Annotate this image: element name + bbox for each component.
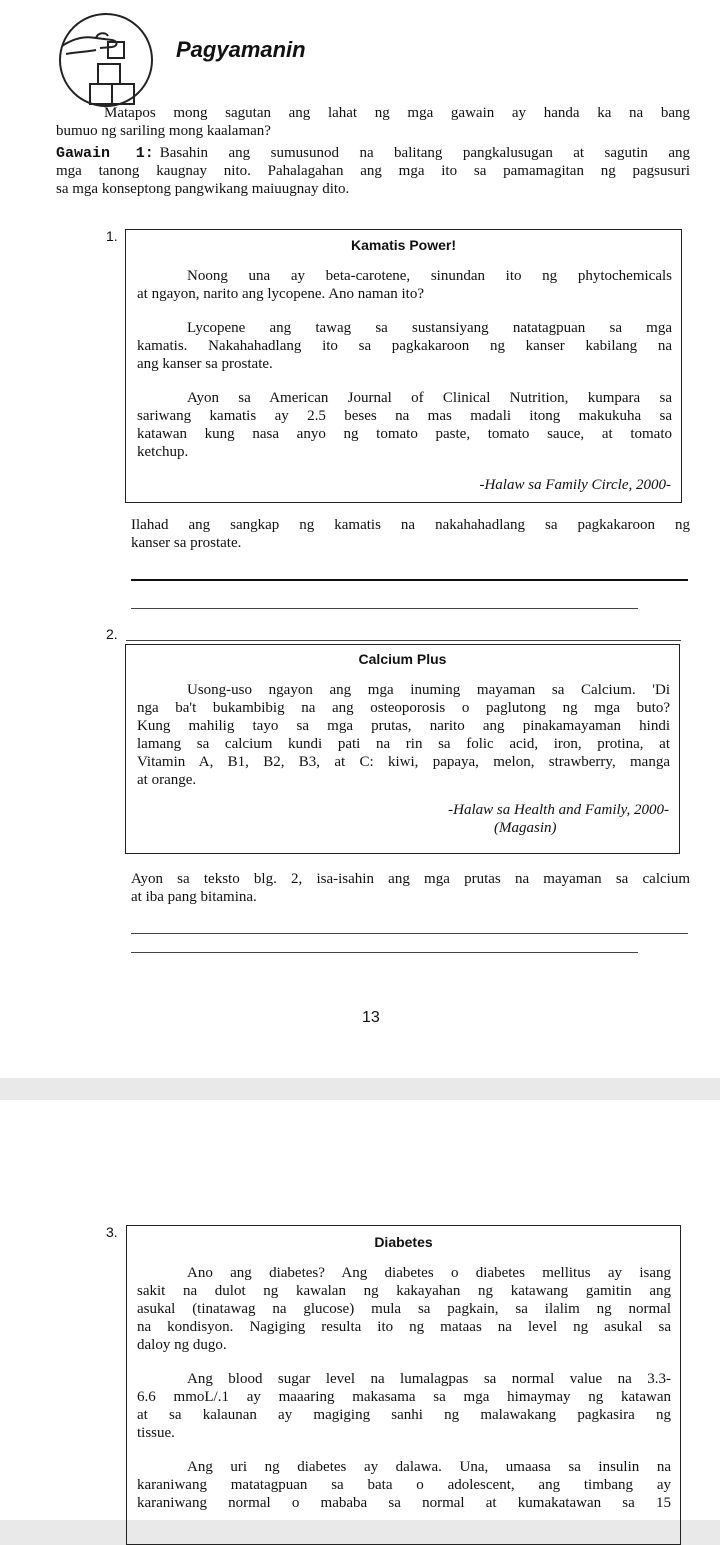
article-paragraph: lamang sa calcium kundi pati na rin sa folic acid, iron, protina, at (137, 736, 670, 752)
answer-line-1a (131, 579, 688, 581)
article-paragraph: kamatis. Nakahahadlang ito sa pagkakaroon ng kanser kabilang na (137, 338, 672, 354)
article-paragraph: ketchup. (137, 444, 189, 460)
article-paragraph: Lycopene ang tawag sa sustansiyang natatagpuan sa mga (187, 320, 672, 336)
article-box-kamatis (125, 229, 682, 503)
article-paragraph: nga ba't bukambibig na ang osteoporosis o paglutong ng mga buto? (137, 700, 670, 716)
article-box-diabetes (126, 1225, 681, 1545)
item-3-number: 3. (106, 1224, 118, 1240)
question-2-line-1: Ayon sa teksto blg. 2, isa-isahin ang mga prutas na mayaman sa calcium (131, 871, 690, 887)
article-title: Kamatis Power! (350, 237, 457, 253)
article-paragraph: na kondisyon. Nagiging resulta ito ng mataas na level ng asukal sa (137, 1319, 671, 1335)
answer-line-2a (131, 933, 688, 934)
article-paragraph: Vitamin A, B1, B2, B3, at C: kiwi, papaya, melon, strawberry, manga (137, 754, 670, 770)
answer-line-2b (131, 952, 638, 953)
article-paragraph: daloy ng dugo. (137, 1337, 227, 1353)
article-paragraph: at orange. (137, 772, 197, 788)
intro-line-2: bumuo ng sariling mong kaalaman? (56, 123, 271, 139)
item-2-number: 2. (106, 626, 118, 642)
gawain-line-3: sa mga konseptong pangwikang maiuugnay dito. (56, 181, 350, 197)
article-paragraph: karaniwang normal o mababa sa normal at kumakatawan sa 15 (137, 1495, 671, 1511)
article-paragraph: Ang blood sugar level na lumalagpas sa normal value na 3.3- (187, 1371, 671, 1387)
article-paragraph: katawan kung nasa anyo ng tomato paste, tomato sauce, at tomato (137, 426, 672, 442)
article-title: Diabetes (374, 1234, 433, 1250)
article-paragraph: Noong una ay beta-carotene, sinundan ito ng phytochemicals (187, 268, 672, 284)
intro-line-1: Matapos mong sagutan ang lahat ng mga gawain ay handa ka na bang (104, 105, 690, 121)
article-paragraph: karaniwang matatagpuan sa bata o adolescent, ang timbang ay (137, 1477, 671, 1493)
gawain-text-1: Basahin ang sumusunod na balitang pangkalusugan at sagutin ang (159, 145, 691, 161)
article-paragraph: ang kanser sa prostate. (137, 356, 273, 372)
article-source-type: (Magasin) (494, 820, 557, 836)
item-1-number: 1. (106, 228, 118, 244)
article-paragraph: at sa kalaunan ay magiging sanhi ng malawakang pagkasira ng (137, 1407, 671, 1423)
article-paragraph: asukal (tinatawag na glucose) mula sa pagkain, sa ilalim ng normal (137, 1301, 671, 1317)
question-1-line-2: kanser sa prostate. (131, 535, 242, 551)
article-paragraph: Ayon sa American Journal of Clinical Nutrition, kumpara sa (187, 390, 672, 406)
page-number: 13 (362, 1009, 380, 1026)
gawain-line-2: mga tanong kaugnay nito. Pahalagahan ang mga ito sa pamamagitan ng pagsusuri (56, 163, 690, 179)
hand-blocks-icon (56, 10, 156, 110)
article-source: -Halaw sa Health and Family, 2000- (448, 802, 669, 818)
document-page-2 (0, 1100, 720, 1520)
article-paragraph: Usong-uso ngayon ang mga inuming mayaman sa Calcium. 'Di (187, 682, 670, 698)
article-paragraph: sariwang kamatis ay 2.5 beses na mas madali itong makukuha sa (137, 408, 672, 424)
article-paragraph: tissue. (137, 1425, 175, 1441)
article-paragraph: Ano ang diabetes? Ang diabetes o diabetes mellitus ay isang (187, 1265, 671, 1281)
answer-line-1b (131, 608, 638, 609)
article-paragraph: Kung mahilig tayo sa mga prutas, narito ang pinakamayaman hindi (137, 718, 670, 734)
item-2-top-line (126, 640, 681, 641)
article-paragraph: sakit na dulot ng kawalan ng kakayahan ng katawang gamitin ang (137, 1283, 671, 1299)
page-title: Pagyamanin (176, 37, 306, 62)
article-source: -Halaw sa Family Circle, 2000- (479, 477, 671, 493)
article-box-calcium (125, 644, 680, 854)
article-paragraph: 6.6 mmoL/.1 ay maaaring makasama sa mga himaymay ng katawan (137, 1389, 671, 1405)
article-paragraph: at ngayon, narito ang lycopene. Ano naman ito? (137, 286, 424, 302)
article-title: Calcium Plus (358, 651, 447, 667)
gawain-label: Gawain 1: (56, 145, 154, 162)
article-paragraph: Ang uri ng diabetes ay dalawa. Una, umaasa sa insulin na (187, 1459, 671, 1475)
gawain-line-1 (56, 144, 690, 163)
question-1-line-1: Ilahad ang sangkap ng kamatis na nakahahadlang sa pagkakaroon ng (131, 517, 690, 533)
question-2-line-2: at iba pang bitamina. (131, 889, 257, 905)
